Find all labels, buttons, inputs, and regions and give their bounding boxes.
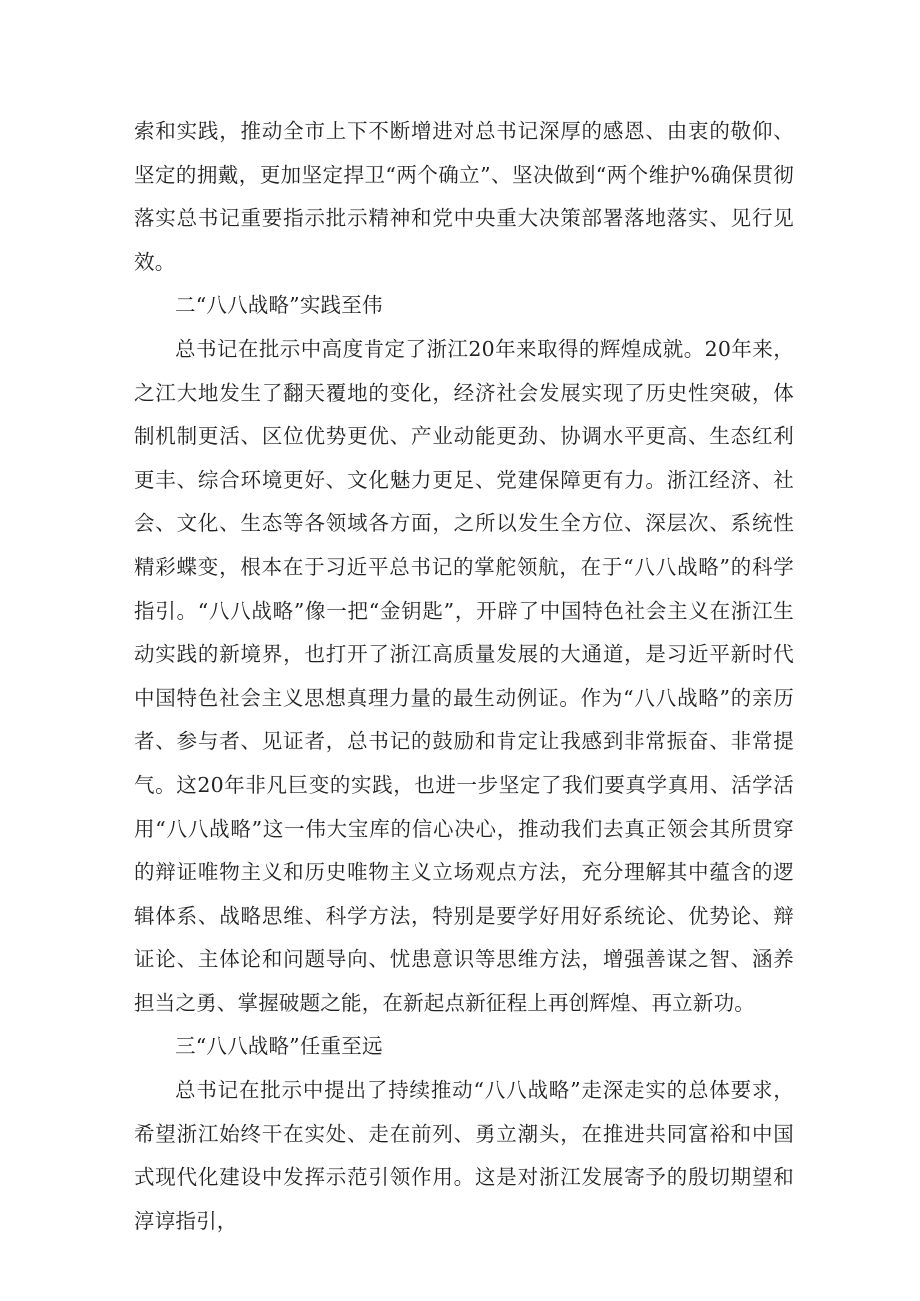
paragraph-section-3: 总书记在批示中提出了持续推动“八八战略”走深走实的总体要求，希望浙江始终干在实处、走在前列、勇立潮头，在推进共同富裕和中国式现代化建设中发挥示范引领作用。这是对浙江发展寄予的殷切期望和淳谆指引， (134, 1078, 794, 1233)
section-heading-2: 二“八八战略”实践至伟 (175, 293, 383, 318)
document-body (134, 110, 794, 1243)
section-heading-3: 三“八八战略”任重至远 (175, 1034, 383, 1059)
paragraph-section-2: 总书记在批示中高度肯定了浙江20年来取得的辉煌成就。20年来，之江大地发生了翻天覆地的变化，经济社会发展实现了历史性突破，体制机制更活、区位优势更优、产业动能更劲、协调水平更高、生态红利更丰、综合环境更好、文化魅力更足、党建保障更有力。浙江经济、社会、文化、生态等各领域各方面，之所以发生全方位、深层次、系统性精彩蝶变，根本在于习近平总书记的掌舵领航，在于“八八战略”的科学指引。“八八战略”像一把“金钥匙”，开辟了中国特色社会主义在浙江生动实践的新境界，也打开了浙江高质量发展的大通道，是习近平新时代中国特色社会主义思想真理力量的最生动例证。作为“八八战略”的亲历者、参与者、见证者，总书记的鼓励和肯定让我感到非常振奋、非常提气。这20年非凡巨变的实践，也进一步坚定了我们要真学真用、活学活用“八八战略”这一伟大宝库的信心决心，推动我们去真正领会其所贯穿的辩证唯物主义和历史唯物主义立场观点方法，充分理解其中蕴含的逻辑体系、战略思维、科学方法，特别是要学好用好系统论、优势论、辩证论、主体论和问题导向、忧患意识等思维方法，增强善谋之智、涵养担当之勇、掌握破题之能，在新起点新征程上再创辉煌、再立新功。 (134, 336, 794, 1015)
paragraph-intro: 索和实践，推动全市上下不断增进对总书记深厚的感恩、由衷的敬仰、坚定的拥戴，更加坚定捍卫“两个确立”、坚决做到“两个维护%确保贯彻落实总书记重要指示批示精神和党中央重大决策部署落地落实、见行见效。 (134, 119, 794, 274)
